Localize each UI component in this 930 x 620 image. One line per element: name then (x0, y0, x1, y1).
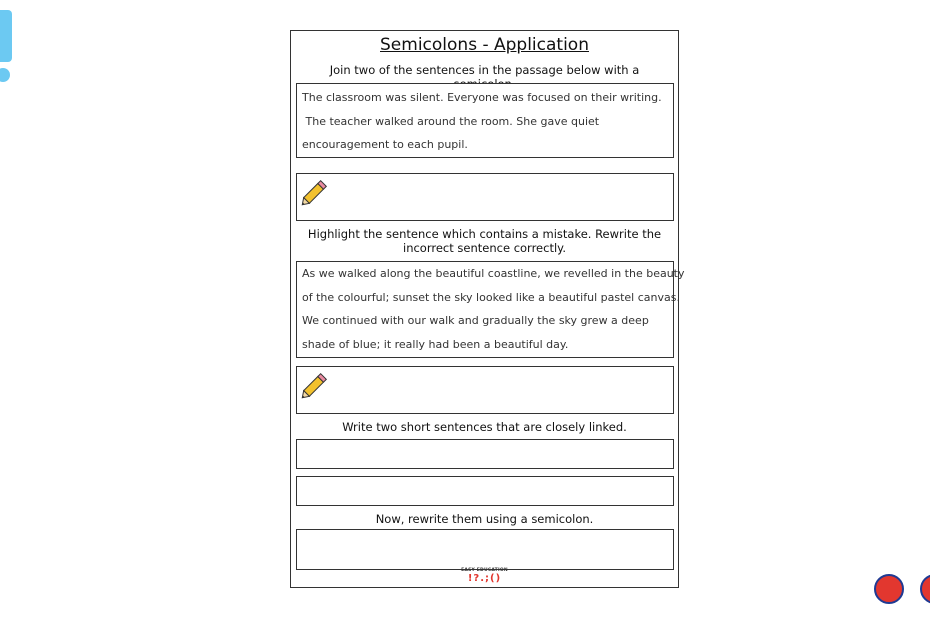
passage-line: shade of blue; it really had been a beautiful day. (302, 337, 569, 351)
passage-line: The classroom was silent. Everyone was focused on their writing. (302, 91, 662, 104)
task4-answer-box[interactable] (296, 529, 674, 570)
task2-instruction (301, 227, 668, 255)
task3-answer-box-1[interactable] (296, 439, 674, 469)
pencil-icon (299, 176, 331, 208)
task3-answer-box-2[interactable] (296, 476, 674, 506)
passage-line: of the colourful; sunset the sky looked like a beautiful pastel canvas. (302, 290, 680, 304)
task2-passage-box (296, 261, 685, 358)
logo-glyphs: !?.;() (467, 573, 502, 584)
worksheet-title: Semicolons - Application (380, 35, 589, 55)
exclamation-decoration-icon (0, 10, 14, 76)
worksheet (290, 30, 685, 588)
easy-education-logo (291, 568, 678, 584)
passage-line: The teacher walked around the room. She gave quiet (302, 114, 600, 128)
task3-instruction: Write two short sentences that are closely linked. (342, 420, 627, 434)
task1-instruction: Join two of the sentences in the passage below with a (329, 63, 640, 77)
task1-passage-box (296, 83, 674, 158)
task2-instruction-line: incorrect sentence correctly. (403, 241, 566, 255)
task1-answer-box[interactable] (296, 173, 674, 221)
decorative-badge-icon (920, 574, 930, 604)
task4-instruction: Now, rewrite them using a semicolon. (375, 512, 594, 526)
task2-answer-box[interactable] (296, 366, 674, 414)
passage-line: We continued with our walk and gradually the sky grew a deep (302, 314, 649, 327)
task2-instruction-line: Highlight the sentence which contains a mistake. Rewrite the (307, 227, 662, 241)
decorative-badge-icon (874, 574, 904, 604)
pencil-icon (299, 369, 331, 401)
passage-line: As we walked along the beautiful coastline, we revelled in the beauty (302, 267, 685, 280)
passage-line: encouragement to each pupil. (302, 138, 468, 151)
logo-text: EASY EDUCATION (461, 568, 508, 573)
